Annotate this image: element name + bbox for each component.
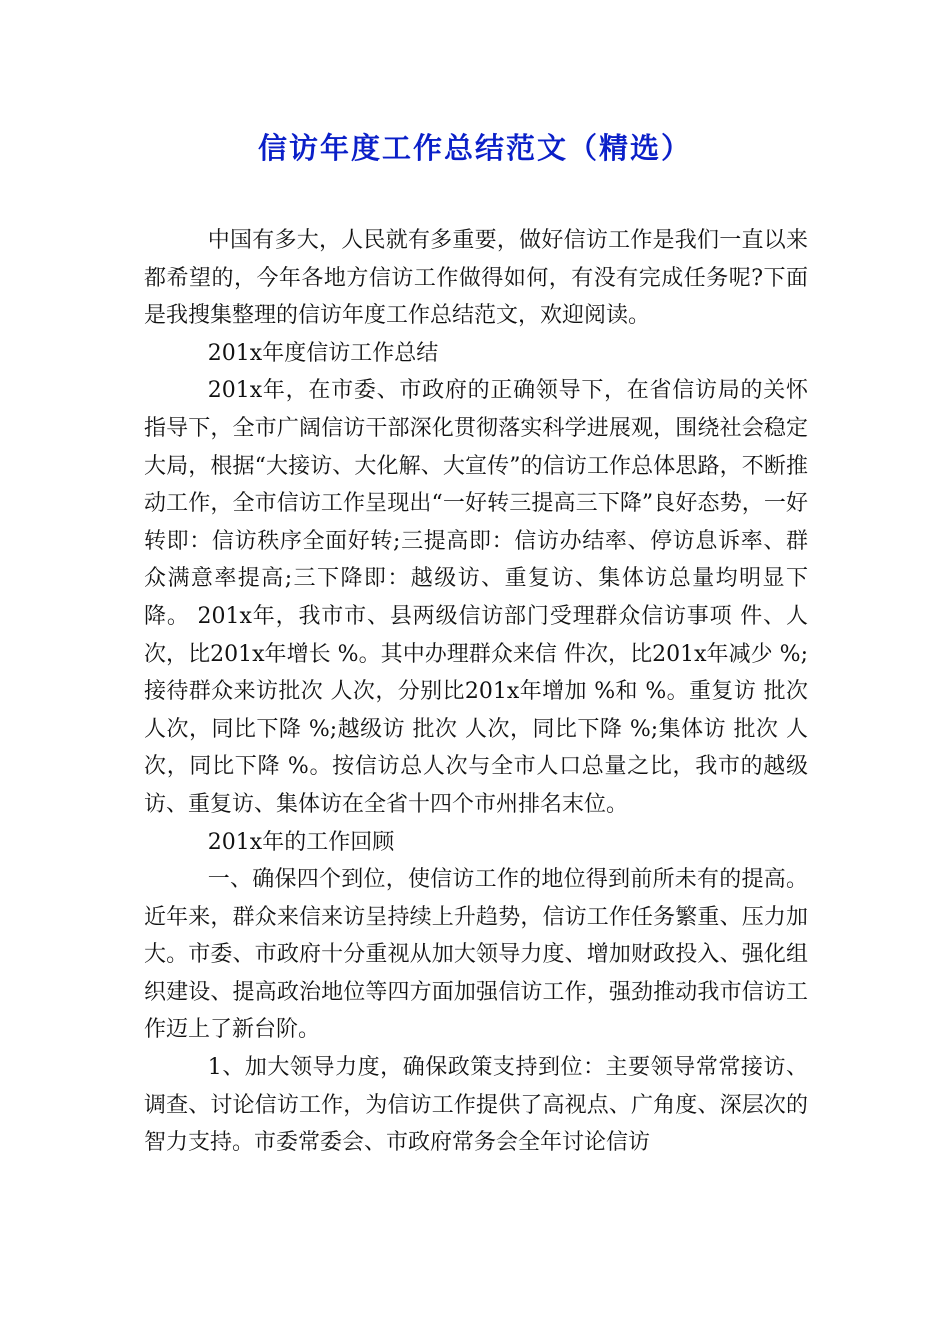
paragraph-four-ensures: 一、确保四个到位，使信访工作的地位得到前所未有的提高。近年来，群众来信来访呈持续上升趋势，信访工作任务繁重、压力加大。市委、市政府十分重视从加大领导力度、增加财政投入、强化组织建设、提高政治地位等四方面加强信访工作，强劲推动我市信访工作迈上了新台阶。: [144, 867, 808, 1043]
paragraph-leadership: 1、加大领导力度，确保政策支持到位：主要领导常常接访、调查、讨论信访工作，为信访工作提供了高视点、广角度、深层次的智力支持。市委常委会、市政府常务会全年讨论信访: [144, 1055, 808, 1156]
paragraph-summary: 201x年，在市委、市政府的正确领导下，在省信访局的关怀指导下，全市广阔信访干部深化贯彻落实科学进展观，围绕社会稳定大局，根据“大接访、大化解、大宣传”的信访工作总体思路，不断推动工作，全市信访工作呈现出“一好转三提高三下降”良好态势，一好转即：信访秩序全面好转;三提高即：信访办结率、停访息诉率、群众满意率提高;三下降即：越级访、重复访、集体访总量均明显下降。 201x年，我市市、县两级信访部门受理群众信访事项 件、人次，比201x年增长 %。其中办理群众来信 件次，比201x年减少 %;接待群众来访批次 人次，分别比201x年增加 %和 %。重复访 批次 人次，同比下降 %;越级访 批次 人次，同比下降 %;集体访 批次 人次，同比下降 %。按信访总人次与全市人口总量之比，我市的越级访、重复访、集体访在全省十四个市州排名末位。: [144, 378, 808, 817]
section-heading-annual-summary: 201x年度信访工作总结: [207, 340, 439, 366]
paragraph-intro: 中国有多大，人民就有多重要，做好信访工作是我们一直以来都希望的，今年各地方信访工作做得如何，有没有完成任务呢?下面是我搜集整理的信访年度工作总结范文，欢迎阅读。: [144, 228, 808, 329]
section-heading-review: 201x年的工作回顾: [207, 829, 395, 855]
document-body: [144, 222, 808, 1162]
document-title: 信访年度工作总结范文（精选）: [257, 131, 692, 165]
